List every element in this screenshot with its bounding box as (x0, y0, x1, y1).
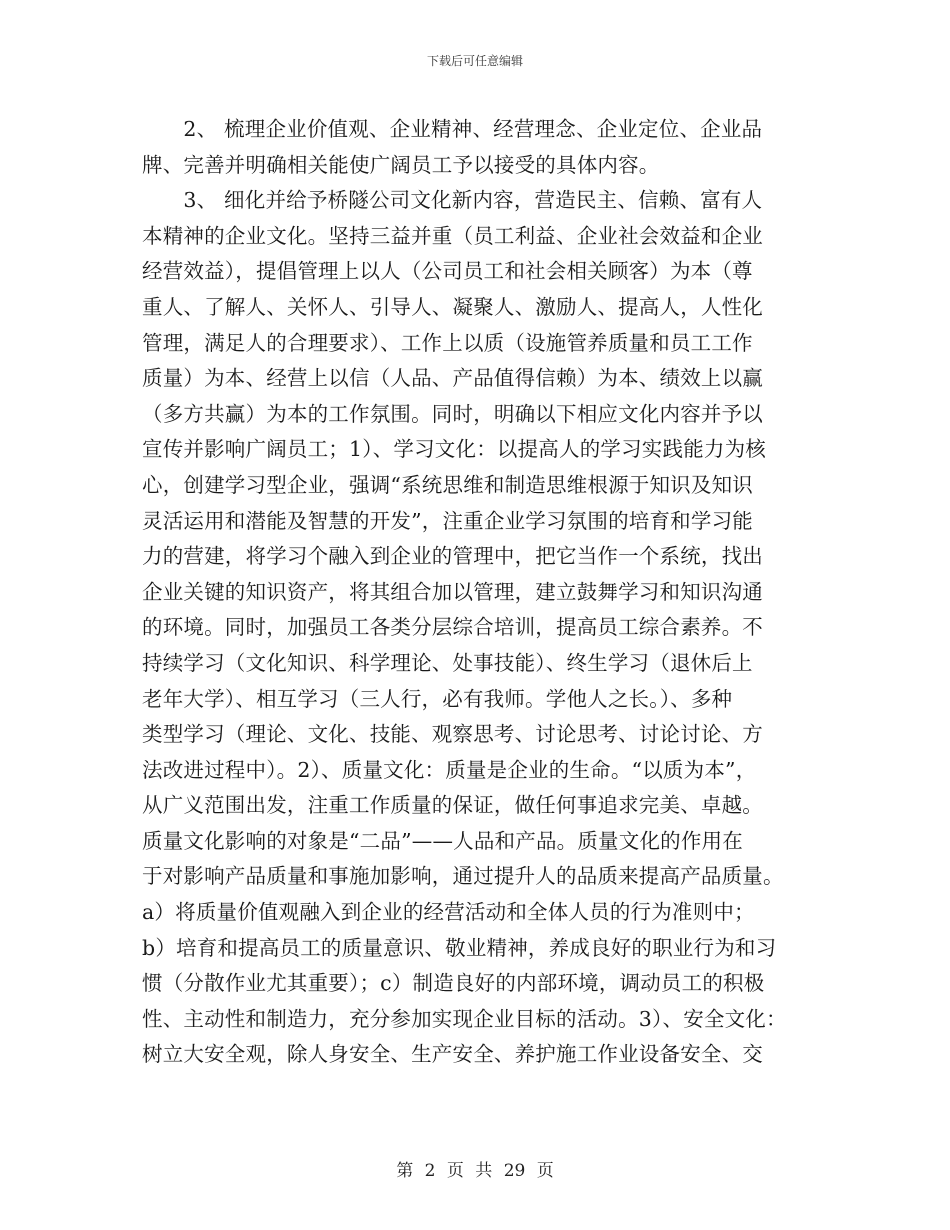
text-line: 老年大学）、相互学习（三人行，必有我师。学他人之长。）、多种 (142, 686, 733, 711)
text-line: 惯（分散作业尤其重要）；c）制造良好的内部环境，调动员工的积极 (142, 971, 765, 996)
text-line: 从广义范围出发，注重工作质量的保证，做任何事追求完美、卓越。 (142, 793, 763, 818)
text-line: 灵活运用和潜能及智慧的开发”，注重企业学习氛围的培育和学习能 (142, 508, 753, 533)
text-line: a）将质量价值观融入到企业的经营活动和全体人员的行为准则中； (142, 900, 755, 925)
text-line: 3、 细化并给予桥隧公司文化新内容，营造民主、信赖、富有人 (142, 188, 763, 213)
text-line: 质量）为本、经营上以信（人品、产品值得信赖）为本、绩效上以赢 (142, 366, 763, 391)
text-line: 牌、完善并明确相关能使广阔员工予以接受的具体内容。 (142, 152, 660, 177)
text-line: 树立大安全观，除人身安全、生产安全、养护施工作业设备安全、交 (142, 1042, 763, 1067)
text-line: 类型学习（理论、文化、技能、观察思考、讨论思考、讨论讨论、方 (142, 722, 763, 747)
text-line: 经营效益），提倡管理上以人（公司员工和社会相关顾客）为本（尊 (142, 259, 753, 284)
text-line: 心，创建学习型企业，强调“系统思维和制造思维根源于知识及知识 (142, 472, 753, 497)
document-body (142, 112, 822, 1073)
page-header: 下载后可任意编辑 (426, 54, 523, 68)
text-line: （多方共赢）为本的工作氛围。同时，明确以下相应文化内容并予以 (142, 401, 763, 426)
text-line: 2、 梳理企业价值观、企业精神、经营理念、企业定位、企业品 (142, 117, 763, 141)
text-line: 力的营建，将学习个融入到企业的管理中，把它当作一个系统，找出 (142, 544, 763, 569)
page-number-footer: 第 2 页 共 29 页 (396, 1161, 554, 1181)
text-line: 性、主动性和制造力，充分参加实现企业目标的活动。3）、安全文化： (142, 1006, 787, 1031)
text-line: 于对影响产品质量和事施加影响，通过提升人的品质来提高产品质量。 (142, 864, 784, 889)
text-line: b）培育和提高员工的质量意识、敬业精神，养成良好的职业行为和习 (142, 935, 777, 960)
text-line: 宣传并影响广阔员工；1）、学习文化：以提高人的学习实践能力为核 (142, 437, 766, 462)
text-line: 的环境。同时，加强员工各类分层综合培训，提高员工综合素养。不 (142, 615, 763, 640)
text-line: 本精神的企业文化。坚持三益并重（员工利益、企业社会效益和企业 (142, 223, 763, 248)
text-line: 法改进过程中）。2）、质量文化：质量是企业的生命。“以质为本”， (142, 757, 757, 782)
text-line: 重人、了解人、关怀人、引导人、凝聚人、激励人、提高人，人性化 (142, 294, 763, 319)
text-line: 管理，满足人的合理要求）、工作上以质（设施管养质量和员工工作 (142, 330, 753, 355)
text-line: 持续学习（文化知识、科学理论、处事技能）、终生学习（退休后上 (142, 650, 753, 675)
text-line: 企业关键的知识资产，将其组合加以管理，建立鼓舞学习和知识沟通 (142, 579, 763, 604)
text-line: 质量文化影响的对象是“二品”——人品和产品。质量文化的作用在 (142, 828, 743, 853)
